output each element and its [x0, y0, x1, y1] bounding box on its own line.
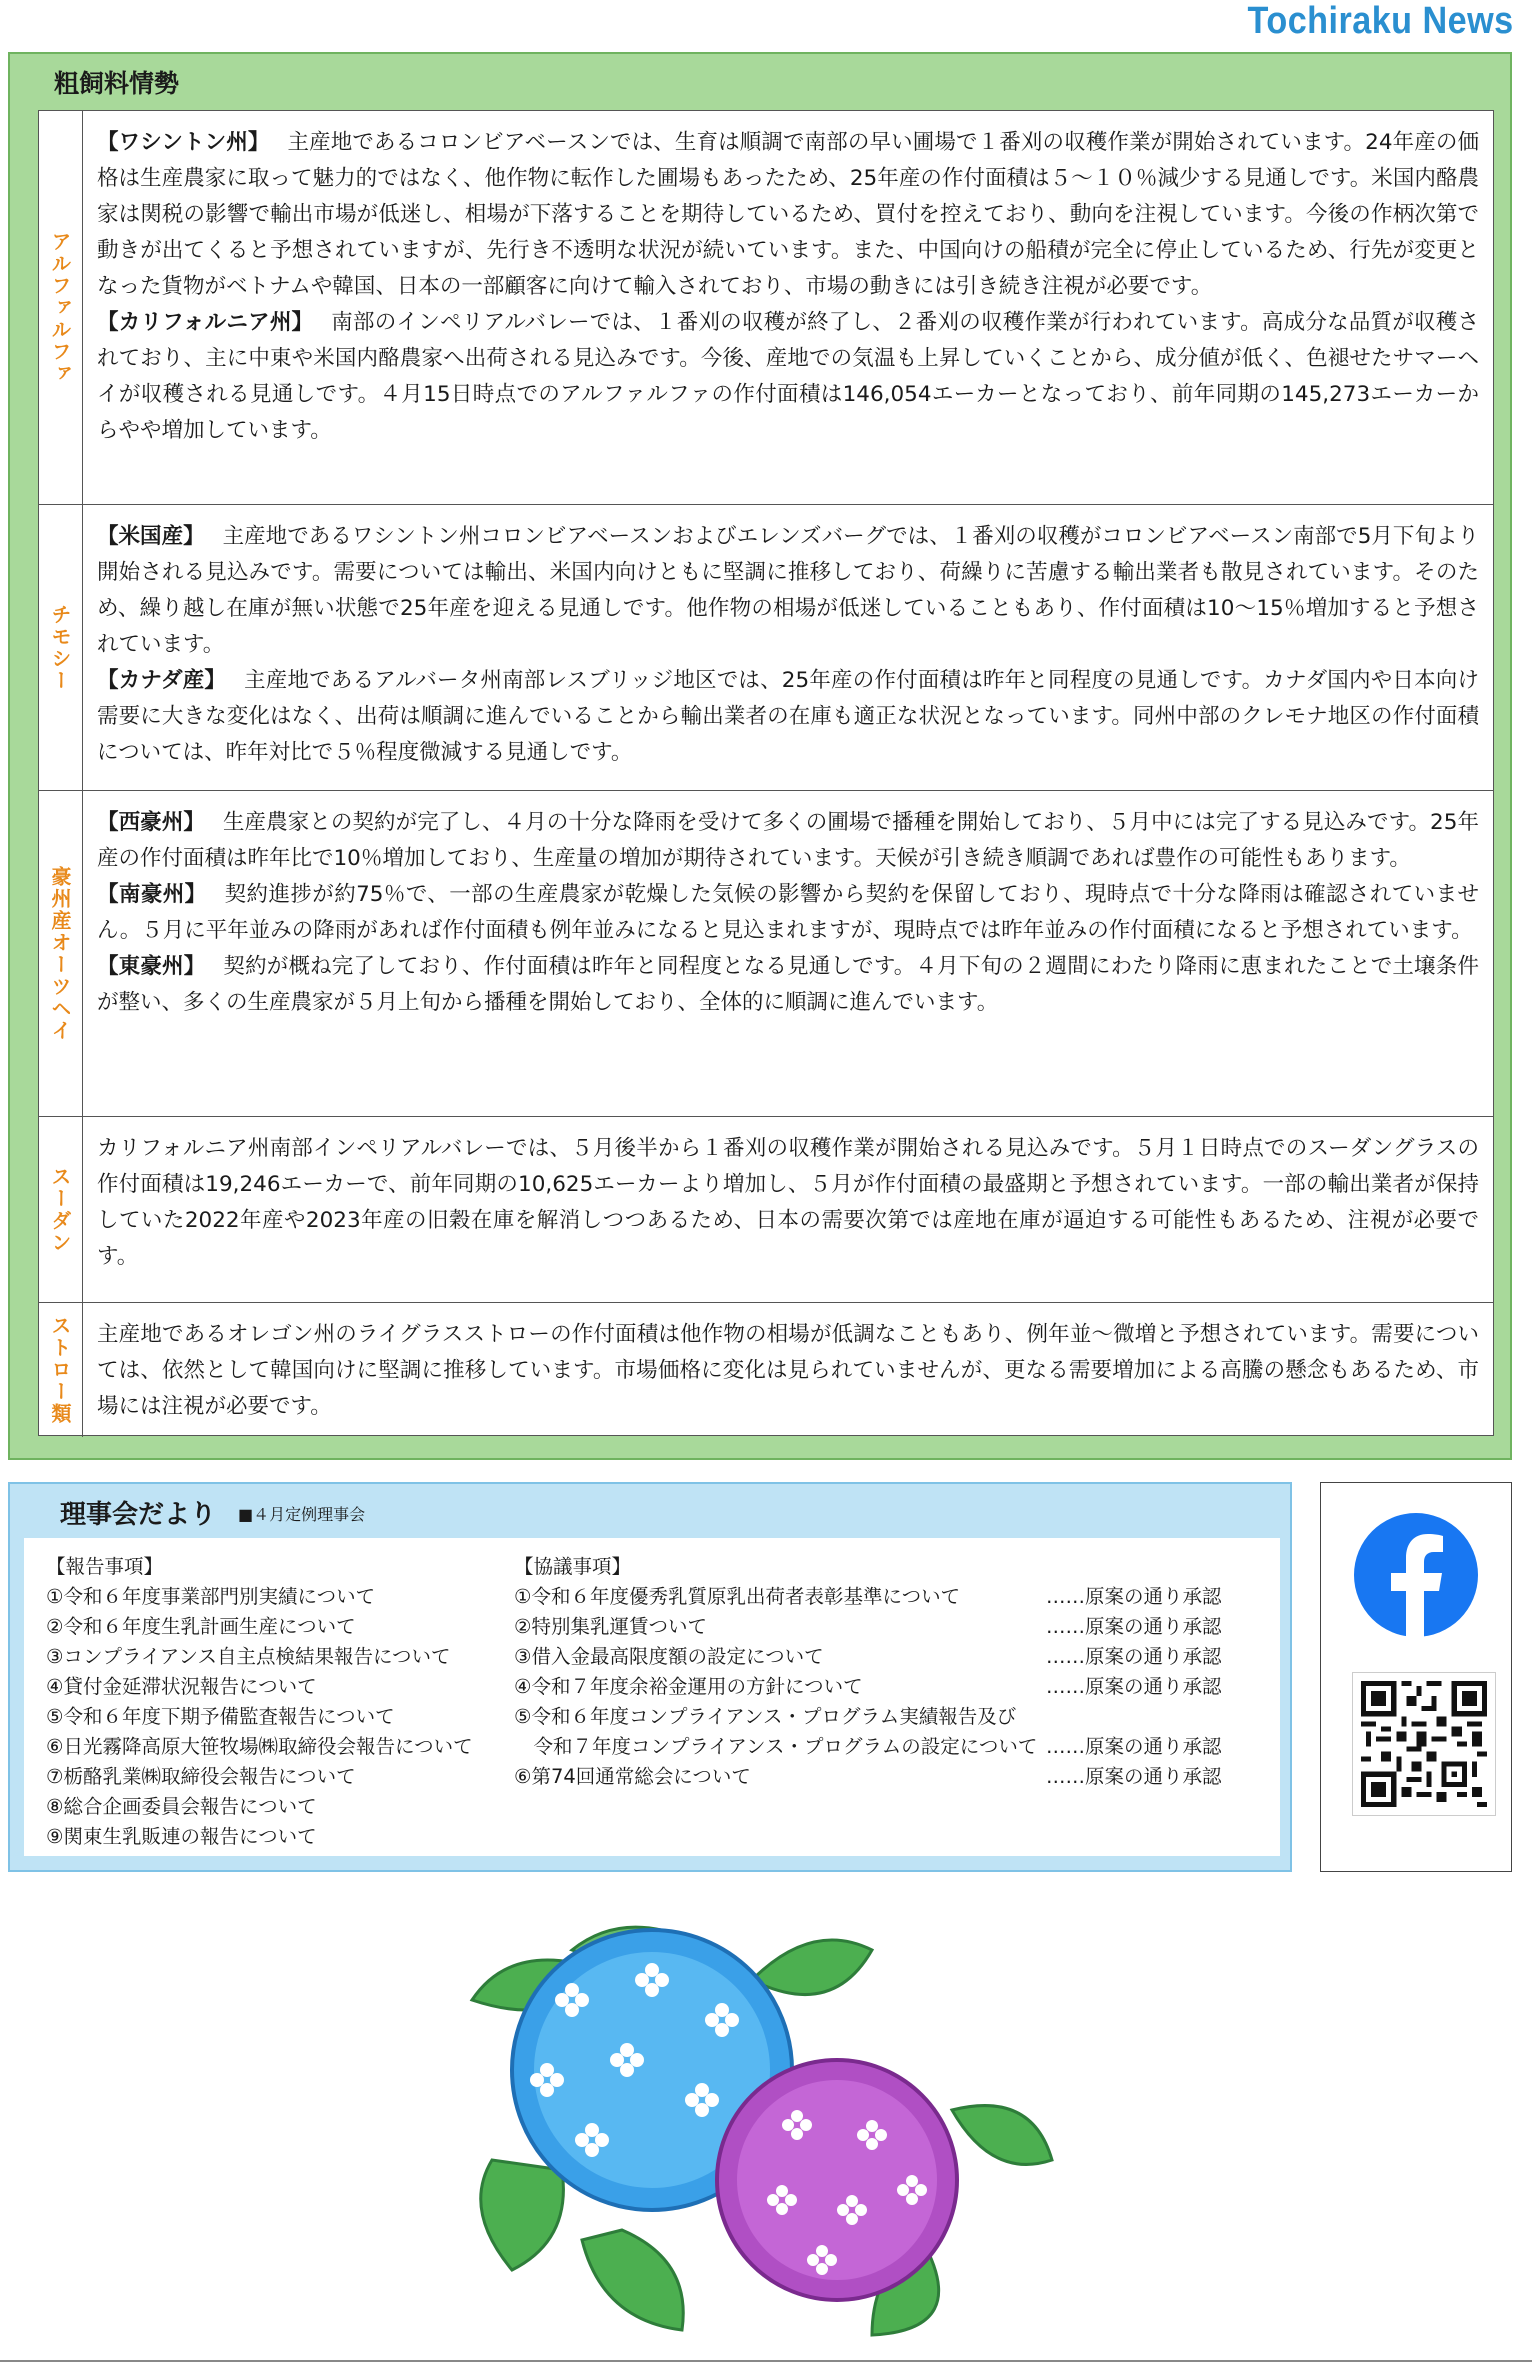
feed-row-label: チモシー	[39, 505, 83, 790]
paragraph-text: 契約進捗が約75％で、一部の生産農家が乾燥した気候の影響から契約を保留しており、現時点で十分な降雨は確認されていません。５月に平年並みの降雨があれば作付面積も例年並みになると見込まれますが、現時点では昨年並みの作付面積になると予想されています。	[97, 882, 1479, 943]
feed-paragraph	[97, 1131, 1479, 1275]
region-label: 【カリフォルニア州】	[97, 310, 314, 335]
report-item: ①令和６年度事業部門別実績について	[46, 1585, 376, 1608]
region-label: 【米国産】	[97, 524, 205, 549]
report-item: ⑦栃酪乳業㈱取締役会報告について	[46, 1765, 356, 1788]
feed-row-label: スーダン	[39, 1117, 83, 1302]
facebook-icon[interactable]	[1354, 1513, 1478, 1637]
region-label: 【東豪州】	[97, 954, 206, 979]
feed-row-body	[97, 125, 1479, 449]
deliberation-result: ……原案の通り承認	[1046, 1765, 1222, 1788]
feed-row-oat-hay	[39, 791, 1493, 1117]
feed-title-bar	[10, 54, 1510, 108]
feed-table	[38, 110, 1494, 1436]
report-item: ⑧総合企画委員会報告について	[46, 1795, 317, 1818]
board-content	[24, 1538, 1280, 1856]
board-subtitle: ■４月定例理事会	[238, 1505, 366, 1524]
deliberation-item: ④令和７年度余裕金運用の方針について	[514, 1675, 863, 1698]
feed-row-straw	[39, 1303, 1493, 1437]
feed-paragraph	[97, 125, 1479, 305]
feed-row-body	[97, 519, 1479, 771]
paragraph-text: 主産地であるアルバータ州南部レスブリッジ地区では、25年産の作付面積は昨年と同程度の見通しです。カナダ国内や日本向け需要に大きな変化はなく、出荷は順調に進んでいることから輸出業者の在庫も適正な状況となっています。同州中部のクレモナ地区の作付面積については、昨年対比で５％程度微減する見通しです。	[97, 668, 1479, 765]
feed-paragraph	[97, 877, 1479, 949]
feed-paragraph	[97, 1317, 1479, 1425]
report-item: ②令和６年度生乳計画生産について	[46, 1615, 356, 1638]
board-section	[8, 1482, 1292, 1872]
region-label: 【ワシントン州】	[97, 130, 270, 155]
feed-row-timothy	[39, 505, 1493, 791]
report-item: ⑥日光霧降高原大笹牧場㈱取締役会報告について	[46, 1735, 473, 1758]
paragraph-text: 南部のインペリアルバレーでは、１番刈の収穫が終了し、２番刈の収穫作業が行われています。高成分な品質が収穫されており、主に中東や米国内酪農家へ出荷される見込みです。今後、産地での気温も上昇していくことから、成分値が低く、色褪せたサマーヘイが収穫される見通しです。４月15日時点でのアルファルファの作付面積は146,054エーカーとなっており、前年同期の145,273エーカーからやや増加しています。	[97, 310, 1479, 443]
feed-row-alfalfa	[39, 111, 1493, 505]
paragraph-text: カリフォルニア州南部インペリアルバレーでは、５月後半から１番刈の収穫作業が開始される見込みです。５月１日時点でのスーダングラスの作付面積は19,246エーカーで、前年同期の10,625エーカーより増加し、５月が作付面積の最盛期と予想されています。一部の輸出業者が保持していた2022年産や2023年産の旧穀在庫を解消しつつあるため、日本の需要次第では産地在庫が逼迫する可能性もあるため、注視が必要です。	[97, 1136, 1479, 1269]
deliberation-list	[514, 1552, 1037, 1792]
board-title: 理事会だより	[60, 1500, 217, 1530]
deliberation-results	[1046, 1552, 1222, 1792]
feed-row-label: 豪州産オーツヘイ	[39, 791, 83, 1116]
feed-section	[8, 52, 1512, 1460]
deliberation-item: ②特別集乳運賃ついて	[514, 1615, 707, 1638]
feed-paragraph	[97, 519, 1479, 663]
deliberation-result: ……原案の通り承認	[1046, 1675, 1222, 1698]
hydrangea-illustration	[452, 1910, 1072, 2340]
deliberation-item: 令和７年度コンプライアンス・プログラムの設定について	[514, 1735, 1038, 1758]
report-list	[46, 1552, 473, 1852]
purple-hydrangea	[717, 2060, 957, 2300]
deliberation-item: ①令和６年度優秀乳質原乳出荷者表彰基準について	[514, 1585, 961, 1608]
deliberation-result: ……原案の通り承認	[1046, 1735, 1222, 1758]
deliberation-result	[1046, 1702, 1222, 1732]
feed-row-body	[97, 805, 1479, 1021]
masthead: Tochiraku News	[1247, 0, 1514, 42]
paragraph-text: 生産農家との契約が完了し、４月の十分な降雨を受けて多くの圃場で播種を開始しており、５月中には完了する見込みです。25年産の作付面積は昨年比で10％増加しており、生産量の増加が期待されています。天候が引き続き順調であれば豊作の可能性もあります。	[97, 810, 1479, 871]
report-heading: 【報告事項】	[46, 1555, 164, 1578]
bottom-rule	[0, 2360, 1532, 2362]
paragraph-text: 主産地であるワシントン州コロンビアベースンおよびエレンズバーグでは、１番刈の収穫がコロンビアベースン南部で5月下旬より開始される見込みです。需要については輸出、米国内向けともに堅調に推移しており、荷繰りに苦慮する輸出業者も散見されています。そのため、繰り越し在庫が無い状態で25年産を迎える見通しです。他作物の相場が低迷していることもあり、作付面積は10～15％増加すると予想されています。	[97, 524, 1479, 657]
region-label: 【カナダ産】	[97, 668, 227, 693]
report-item: ③コンプライアンス自主点検結果報告について	[46, 1645, 451, 1668]
region-label: 【南豪州】	[97, 882, 207, 907]
feed-row-body	[97, 1131, 1479, 1275]
deliberation-result: ……原案の通り承認	[1046, 1615, 1222, 1638]
feed-row-body	[97, 1317, 1479, 1425]
deliberation-result: ……原案の通り承認	[1046, 1585, 1222, 1608]
report-item: ④貸付金延滞状況報告について	[46, 1675, 317, 1698]
report-item: ⑤令和６年度下期予備監査報告について	[46, 1705, 395, 1728]
qr-code[interactable]	[1353, 1673, 1495, 1815]
feed-paragraph	[97, 663, 1479, 771]
report-item: ⑨関東生乳販連の報告について	[46, 1825, 317, 1848]
deliberation-item: ③借入金最高限度額の設定について	[514, 1645, 824, 1668]
social-box	[1320, 1482, 1512, 1872]
deliberation-heading: 【協議事項】	[514, 1555, 632, 1578]
region-label: 【西豪州】	[97, 810, 205, 835]
feed-row-label: ストロー類	[39, 1303, 83, 1437]
feed-row-sudan	[39, 1117, 1493, 1303]
paragraph-text: 契約が概ね完了しており、作付面積は昨年と同程度となる見通しです。４月下旬の２週間にわたり降雨に恵まれたことで土壌条件が整い、多くの生産農家が５月上旬から播種を開始しており、全体的に順調に進んでいます。	[97, 954, 1479, 1015]
feed-row-label: アルファルファ	[39, 111, 83, 504]
feed-title: 粗飼料情勢	[54, 69, 180, 98]
feed-paragraph	[97, 805, 1479, 877]
paragraph-text: 主産地であるコロンビアベースンでは、生育は順調で南部の早い圃場で１番刈の収穫作業が開始されています。24年産の価格は生産農家に取って魅力的ではなく、他作物に転作した圃場もあったため、25年産の作付面積は５～１０％減少する見通しです。米国内酪農家は関税の影響で輸出市場が低迷し、相場が下落することを期待しているため、買付を控えており、動向を注視しています。今後の作柄次第で動きが出てくると予想されていますが、先行き不透明な状況が続いています。また、中国向けの船積が完全に停止しているため、行先が変更となった貨物がベトナムや韓国、日本の一部顧客に向けて輸入されており、市場の動きには引き続き注視が必要です。	[97, 130, 1479, 299]
paragraph-text: 主産地であるオレゴン州のライグラスストローの作付面積は他作物の相場が低調なこともあり、例年並～微増と予想されています。需要については、依然として韓国向けに堅調に推移しています。市場価格に変化は見られていませんが、更なる需要増加による高騰の懸念もあるため、市場には注視が必要です。	[97, 1322, 1479, 1419]
deliberation-item: ⑤令和６年度コンプライアンス・プログラム実績報告及び	[514, 1705, 1017, 1728]
deliberation-result: ……原案の通り承認	[1046, 1645, 1222, 1668]
feed-paragraph	[97, 949, 1479, 1021]
deliberation-item: ⑥第74回通常総会について	[514, 1765, 751, 1788]
feed-paragraph	[97, 305, 1479, 449]
